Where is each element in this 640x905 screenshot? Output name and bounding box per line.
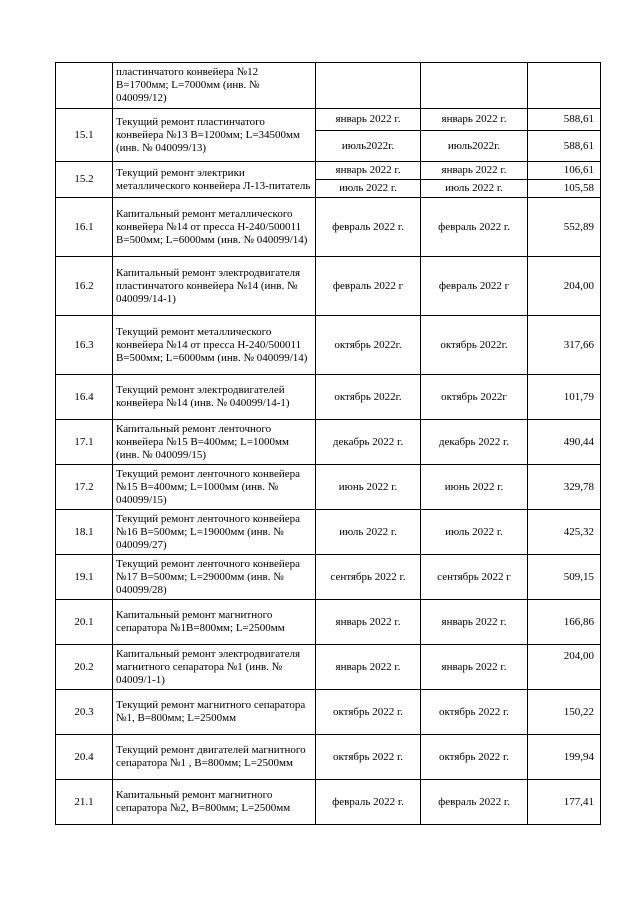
cost-value: 588,61	[528, 109, 601, 131]
end-date: февраль 2022 г.	[421, 780, 528, 825]
work-description: Текущий ремонт ленточного конвейера №16 B=500мм; L=19000мм (инв. № 040099/27)	[113, 510, 316, 555]
end-date: январь 2022 г.	[421, 162, 528, 180]
table-row	[56, 780, 601, 825]
start-date: февраль 2022 г.	[316, 198, 421, 257]
end-date: июль2022г.	[421, 131, 528, 162]
cost-value: 105,58	[528, 180, 601, 198]
end-date: январь 2022 г.	[421, 645, 528, 690]
end-date: февраль 2022 г.	[421, 198, 528, 257]
item-number: 15.2	[56, 162, 113, 198]
start-date: декабрь 2022 г.	[316, 420, 421, 465]
item-number: 16.2	[56, 257, 113, 316]
item-number: 18.1	[56, 510, 113, 555]
end-date: декабрь 2022 г.	[421, 420, 528, 465]
cost-value: 177,41	[528, 780, 601, 825]
table-row	[56, 198, 601, 257]
work-description: Текущий ремонт электрики металлического конвейера Л-13-питатель	[113, 162, 316, 198]
end-date: февраль 2022 г	[421, 257, 528, 316]
end-date: июль 2022 г.	[421, 510, 528, 555]
cost-value: 425,32	[528, 510, 601, 555]
work-description: Капитальный ремонт магнитного сепаратора №1B=800мм; L=2500мм	[113, 600, 316, 645]
table-row	[56, 162, 601, 180]
table-row	[56, 555, 601, 600]
start-date: октябрь 2022г.	[316, 316, 421, 375]
cost-value: 101,79	[528, 375, 601, 420]
end-date	[421, 63, 528, 109]
item-number: 16.4	[56, 375, 113, 420]
end-date: сентябрь 2022 г	[421, 555, 528, 600]
cost-value: 317,66	[528, 316, 601, 375]
item-number: 20.2	[56, 645, 113, 690]
cost-value: 552,89	[528, 198, 601, 257]
table-row	[56, 465, 601, 510]
start-date: январь 2022 г.	[316, 600, 421, 645]
item-number: 15.1	[56, 109, 113, 162]
start-date: октябрь 2022 г.	[316, 690, 421, 735]
start-date: октябрь 2022г.	[316, 375, 421, 420]
work-description: Капитальный ремонт магнитного сепаратора №2, B=800мм; L=2500мм	[113, 780, 316, 825]
work-description: Капитальный ремонт электродвигателя пластинчатого конвейера №14 (инв. № 040099/14-1)	[113, 257, 316, 316]
table-row	[56, 735, 601, 780]
item-number: 20.1	[56, 600, 113, 645]
end-date: июль 2022 г.	[421, 180, 528, 198]
work-description: Текущий ремонт пластинчатого конвейера №13 B=1200мм; L=34500мм (инв. № 040099/13)	[113, 109, 316, 162]
item-number: 20.4	[56, 735, 113, 780]
cost-value: 329,78	[528, 465, 601, 510]
end-date: октябрь 2022 г.	[421, 690, 528, 735]
start-date: июль2022г.	[316, 131, 421, 162]
cost-value: 588,61	[528, 131, 601, 162]
cost-value: 509,15	[528, 555, 601, 600]
work-description: Текущий ремонт электродвигателей конвейера №14 (инв. № 040099/14-1)	[113, 375, 316, 420]
item-number: 20.3	[56, 690, 113, 735]
table-row	[56, 63, 601, 109]
work-description: Текущий ремонт магнитного сепаратора №1, B=800мм; L=2500мм	[113, 690, 316, 735]
work-description: Текущий ремонт двигателей магнитного сепаратора №1 , B=800мм; L=2500мм	[113, 735, 316, 780]
item-number: 19.1	[56, 555, 113, 600]
start-date: февраль 2022 г.	[316, 780, 421, 825]
item-number	[56, 63, 113, 109]
cost-value: 166,86	[528, 600, 601, 645]
work-description: Капитальный ремонт электродвигателя магнитного сепаратора №1 (инв. № 04009/1-1)	[113, 645, 316, 690]
item-number: 17.2	[56, 465, 113, 510]
table-row	[56, 645, 601, 690]
end-date: январь 2022 г.	[421, 109, 528, 131]
end-date: июнь 2022 г.	[421, 465, 528, 510]
table-row	[56, 420, 601, 465]
table-row	[56, 109, 601, 131]
end-date: октябрь 2022г.	[421, 316, 528, 375]
start-date	[316, 63, 421, 109]
work-description: пластинчатого конвейера №12 B=1700мм; L=7000мм (инв. № 040099/12)	[113, 63, 316, 109]
table-row	[56, 600, 601, 645]
cost-value: 204,00	[528, 645, 601, 690]
start-date: сентябрь 2022 г.	[316, 555, 421, 600]
end-date: январь 2022 г.	[421, 600, 528, 645]
table-row	[56, 257, 601, 316]
repair-schedule-table	[55, 62, 601, 825]
start-date: январь 2022 г.	[316, 645, 421, 690]
item-number: 21.1	[56, 780, 113, 825]
cost-value: 199,94	[528, 735, 601, 780]
work-description: Текущий ремонт ленточного конвейера №17 B=500мм; L=29000мм (инв. № 040099/28)	[113, 555, 316, 600]
cost-value: 106,61	[528, 162, 601, 180]
start-date: июнь 2022 г.	[316, 465, 421, 510]
cost-value	[528, 63, 601, 109]
table-row	[56, 316, 601, 375]
start-date: октябрь 2022 г.	[316, 735, 421, 780]
start-date: июль 2022 г.	[316, 510, 421, 555]
work-description: Текущий ремонт металлического конвейера №14 от пресса Н-240/500011 B=500мм; L=6000мм (инв. № 040099/14)	[113, 316, 316, 375]
cost-value: 490,44	[528, 420, 601, 465]
start-date: июль 2022 г.	[316, 180, 421, 198]
item-number: 16.1	[56, 198, 113, 257]
work-description: Капитальный ремонт металлического конвейера №14 от пресса Н-240/500011 B=500мм; L=6000мм (инв. № 040099/14)	[113, 198, 316, 257]
cost-value: 204,00	[528, 257, 601, 316]
end-date: октябрь 2022г	[421, 375, 528, 420]
cost-value: 150,22	[528, 690, 601, 735]
start-date: январь 2022 г.	[316, 109, 421, 131]
repair-schedule-body	[56, 63, 601, 825]
start-date: февраль 2022 г	[316, 257, 421, 316]
work-description: Текущий ремонт ленточного конвейера №15 B=400мм; L=1000мм (инв. № 040099/15)	[113, 465, 316, 510]
table-row	[56, 690, 601, 735]
table-row	[56, 375, 601, 420]
work-description: Капитальный ремонт ленточного конвейера №15 B=400мм; L=1000мм (инв. № 040099/15)	[113, 420, 316, 465]
table-row	[56, 510, 601, 555]
item-number: 17.1	[56, 420, 113, 465]
item-number: 16.3	[56, 316, 113, 375]
start-date: январь 2022 г.	[316, 162, 421, 180]
end-date: октябрь 2022 г.	[421, 735, 528, 780]
